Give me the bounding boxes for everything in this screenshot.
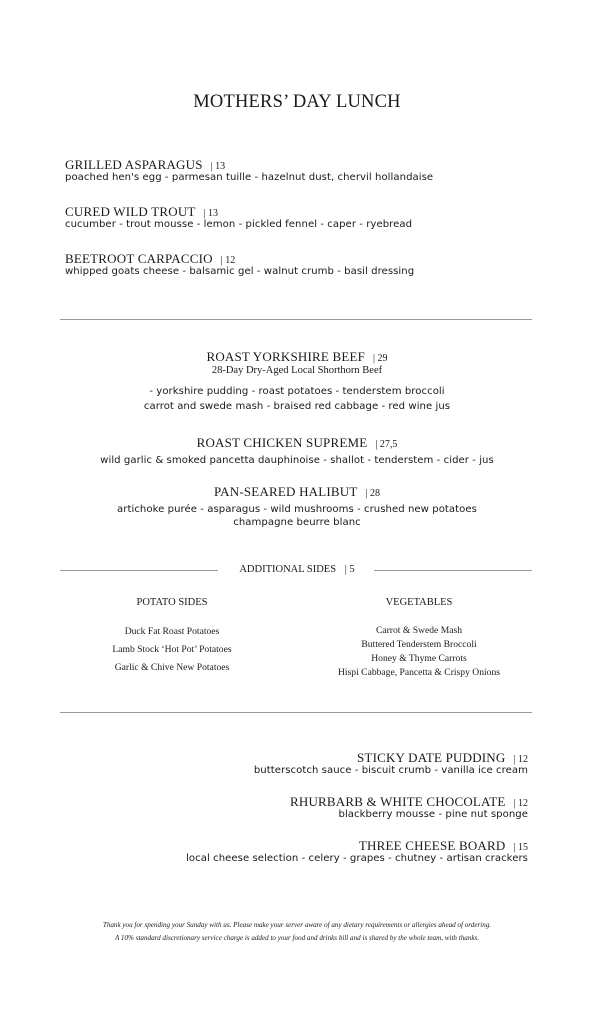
- sides-heading-label: ADDITIONAL SIDES: [239, 564, 337, 575]
- main-item: [0, 348, 594, 366]
- main-item: [0, 483, 594, 501]
- side-item: Carrot & Swede Mash: [375, 625, 463, 636]
- dish-name: RHURBARB & WHITE CHOCOLATE: [289, 794, 506, 809]
- main-item: [0, 434, 594, 452]
- dish-name: THREE CHEESE BOARD: [358, 838, 506, 853]
- dish-description: blackberry mousse - pine nut sponge: [338, 809, 528, 820]
- dish-price: | 12: [513, 798, 528, 809]
- side-item: Garlic & Chive New Potatoes: [114, 662, 230, 673]
- dish-price: | 27,5: [375, 439, 398, 450]
- footer-service-charge: A 10% standard discretionary service charge is added to your food and drinks bill and is shared by the whole team, with thanks.: [114, 934, 480, 942]
- dish-description: champagne beurre blanc: [233, 517, 361, 528]
- dish-name: ROAST CHICKEN SUPREME: [196, 435, 368, 450]
- dish-description: butterscotch sauce - biscuit crumb - vanilla ice cream: [253, 765, 528, 776]
- dish-price: | 13: [210, 161, 226, 172]
- side-item: Hispi Cabbage, Pancetta & Crispy Onions: [337, 667, 500, 678]
- dish-name: CURED WILD TROUT: [65, 204, 196, 219]
- dish-description: poached hen's egg - parmesan tuille - hazelnut dust, chervil hollandaise: [65, 172, 434, 183]
- dish-name: ROAST YORKSHIRE BEEF: [206, 349, 366, 364]
- side-item: Lamb Stock ‘Hot Pot’ Potatoes: [112, 644, 232, 655]
- sides-heading-price: | 5: [344, 564, 355, 575]
- dish-description: whipped goats cheese - balsamic gel - walnut crumb - basil dressing: [65, 266, 415, 277]
- dish-name: STICKY DATE PUDDING: [357, 750, 506, 765]
- dish-price: | 15: [513, 842, 528, 853]
- side-item: Duck Fat Roast Potatoes: [124, 626, 220, 637]
- dish-description: artichoke purée - asparagus - wild mushrooms - crushed new potatoes: [117, 504, 477, 515]
- side-item: Honey & Thyme Carrots: [371, 653, 467, 664]
- section-divider: [60, 712, 532, 713]
- dish-description: wild garlic & smoked pancetta dauphinoise - shallot - tenderstem - cider - jus: [100, 455, 494, 466]
- dish-description: cucumber - trout mousse - lemon - pickled fennel - caper - ryebread: [65, 219, 413, 230]
- section-divider: [60, 319, 532, 320]
- dish-price: | 12: [220, 255, 236, 266]
- menu-title: MOTHERS’ DAY LUNCH: [193, 92, 401, 112]
- dish-subtitle: 28-Day Dry-Aged Local Shorthorn Beef: [211, 365, 383, 376]
- dish-name: PAN-SEARED HALIBUT: [213, 484, 358, 499]
- dish-name: BEETROOT CARPACCIO: [65, 251, 213, 266]
- dish-price: | 28: [365, 488, 381, 499]
- vegetables-heading: VEGETABLES: [385, 597, 453, 608]
- potato-sides-heading: POTATO SIDES: [136, 597, 208, 608]
- dish-price: | 12: [513, 754, 528, 765]
- dish-description: local cheese selection - celery - grapes - chutney - artisan crackers: [186, 853, 528, 864]
- footer-note: Thank you for spending your Sunday with us. Please make your server aware of any dietary requirements or allergies ahead of ordering.: [102, 921, 492, 929]
- dish-name: GRILLED ASPARAGUS: [65, 157, 203, 172]
- dish-description: - yorkshire pudding - roast potatoes - tenderstem broccoli: [149, 386, 445, 397]
- dish-description: carrot and swede mash - braised red cabbage - red wine jus: [143, 401, 451, 412]
- dish-price: | 13: [203, 208, 219, 219]
- additional-sides-heading: [0, 564, 594, 575]
- side-item: Buttered Tenderstem Broccoli: [361, 639, 477, 650]
- dish-price: | 29: [373, 353, 388, 364]
